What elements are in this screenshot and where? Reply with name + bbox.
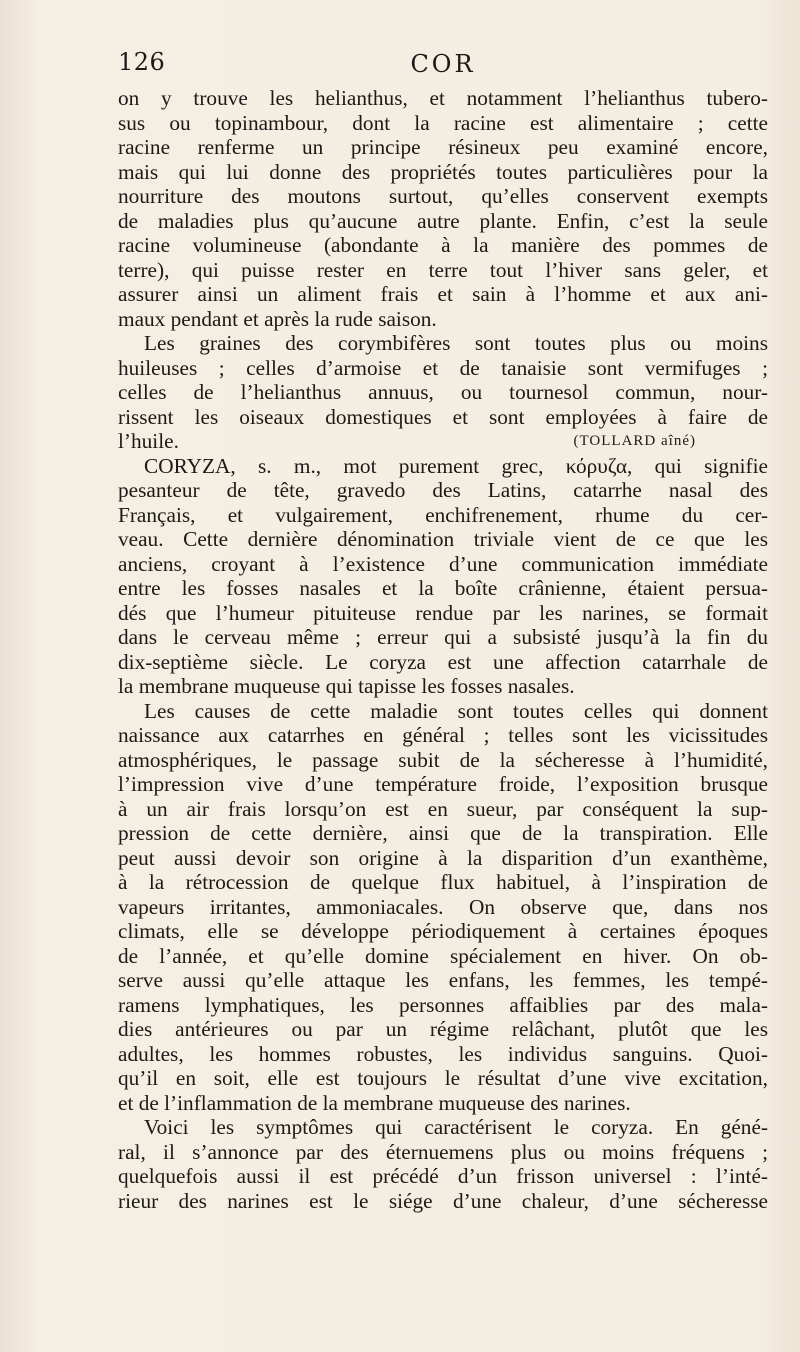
page-number: 126 (118, 48, 166, 76)
text-line: huileuses ; celles d’armoise et de tanaisie sont vermifuges ; (118, 355, 768, 380)
text-line: à un air frais lorsqu’on est en sueur, par conséquent la sup- (118, 796, 768, 821)
text-line: à la rétrocession de quelque flux habituel, à l’inspiration de (118, 870, 768, 894)
text-line: dix-septième siècle. Le coryza est une affection catarrhale de (118, 649, 768, 674)
text-line: naissance aux catarrhes en général ; telles sont les vicissitudes (118, 723, 768, 747)
text-line: CORYZA, s. m., mot purement grec, κόρυζα, qui signifie (144, 453, 768, 478)
text-line: mais qui lui donne des propriétés toutes particulières pour la (118, 159, 768, 184)
text-line: ramens lymphatiques, les personnes affaiblies par des mala- (118, 992, 768, 1017)
text-line: et de l’inflammation de la membrane muqueuse des narines. (118, 1090, 631, 1115)
text-line: dans le cerveau même ; erreur qui a subsisté jusqu’à la fin du (118, 625, 768, 649)
text-line: la membrane muqueuse qui tapisse les fosses nasales. (118, 674, 575, 698)
text-line: pesanteur de tête, gravedo des Latins, catarrhe nasal des (118, 478, 768, 502)
author-signature: (TOLLARD aîné) (573, 433, 696, 449)
text-line: on y trouve les helianthus, et notamment l’helianthus tubero- (118, 86, 768, 110)
text-line: Les graines des corymbifères sont toutes plus ou moins (144, 331, 768, 355)
text-line: peut aussi devoir son origine à la disparition d’un exanthème, (118, 845, 768, 870)
text-line: quelquefois aussi il est précédé d’un frisson universel : l’inté- (118, 1164, 768, 1188)
text-line: atmosphériques, le passage subit de la sécheresse à l’humidité, (118, 747, 768, 772)
text-line: rieur des narines est le siége d’une chaleur, d’une sécheresse (118, 1188, 768, 1213)
text-line: dies antérieures ou par un régime relâchant, plutôt que les (118, 1017, 768, 1041)
text-line: dés que l’humeur pituiteuse rendue par les narines, se formait (118, 600, 768, 625)
text-line: Voici les symptômes qui caractérisent le coryza. En géné- (144, 1115, 768, 1139)
text-line: racine volumineuse (abondante à la manière des pommes de (118, 233, 768, 257)
page-header (118, 48, 768, 84)
text-line (118, 429, 768, 454)
text-line: terre), qui puisse rester en terre tout l’hiver sans geler, et (118, 257, 768, 282)
line-text: l’huile. (118, 429, 179, 453)
text-line: veau. Cette dernière dénomination triviale vient de ce que les (118, 527, 768, 551)
text-line: anciens, croyant à l’existence d’une communication immédiate (118, 551, 768, 576)
body-text (118, 86, 768, 1213)
text-line: assurer ainsi un aliment frais et sain à l’homme et aux ani- (118, 282, 768, 306)
text-line: rissent les oiseaux domestiques et sont employées à faire de (118, 404, 768, 429)
text-line: Les causes de cette maladie sont toutes celles qui donnent (144, 698, 768, 723)
text-line: maux pendant et après la rude saison. (118, 306, 437, 331)
text-line: serve aussi qu’elle attaque les enfans, les femmes, les tempé- (118, 968, 768, 992)
text-line: racine renferme un principe résineux peu examiné encore, (118, 135, 768, 159)
text-line: nourriture des moutons surtout, qu’elles conservent exempts (118, 184, 768, 208)
text-line: de l’année, et qu’elle domine spécialement en hiver. On ob- (118, 943, 768, 968)
text-line: pression de cette dernière, ainsi que de la transpiration. Elle (118, 821, 768, 845)
text-line: vapeurs irritantes, ammoniacales. On observe que, dans nos (118, 894, 768, 919)
text-line: Français, et vulgairement, enchifrenement, rhume du cer- (118, 502, 768, 527)
text-line: adultes, les hommes robustes, les individus sanguins. Quoi- (118, 1041, 768, 1066)
text-line: qu’il en soit, elle est toujours le résultat d’une vive excitation, (118, 1066, 768, 1090)
text-line: climats, elle se développe périodiquement à certaines époques (118, 919, 768, 943)
text-line: ral, il s’annonce par des éternuemens plus ou moins fréquens ; (118, 1139, 768, 1164)
text-line: sus ou topinambour, dont la racine est alimentaire ; cette (118, 110, 768, 135)
text-line: l’impression vive d’une température froide, l’exposition brusque (118, 772, 768, 796)
text-line: celles de l’helianthus annuus, ou tournesol commun, nour- (118, 380, 768, 404)
text-line: de maladies plus qu’aucune autre plante. Enfin, c’est la seule (118, 208, 768, 233)
text-line: entre les fosses nasales et la boîte crânienne, étaient persua- (118, 576, 768, 600)
running-head: COR (410, 50, 476, 78)
